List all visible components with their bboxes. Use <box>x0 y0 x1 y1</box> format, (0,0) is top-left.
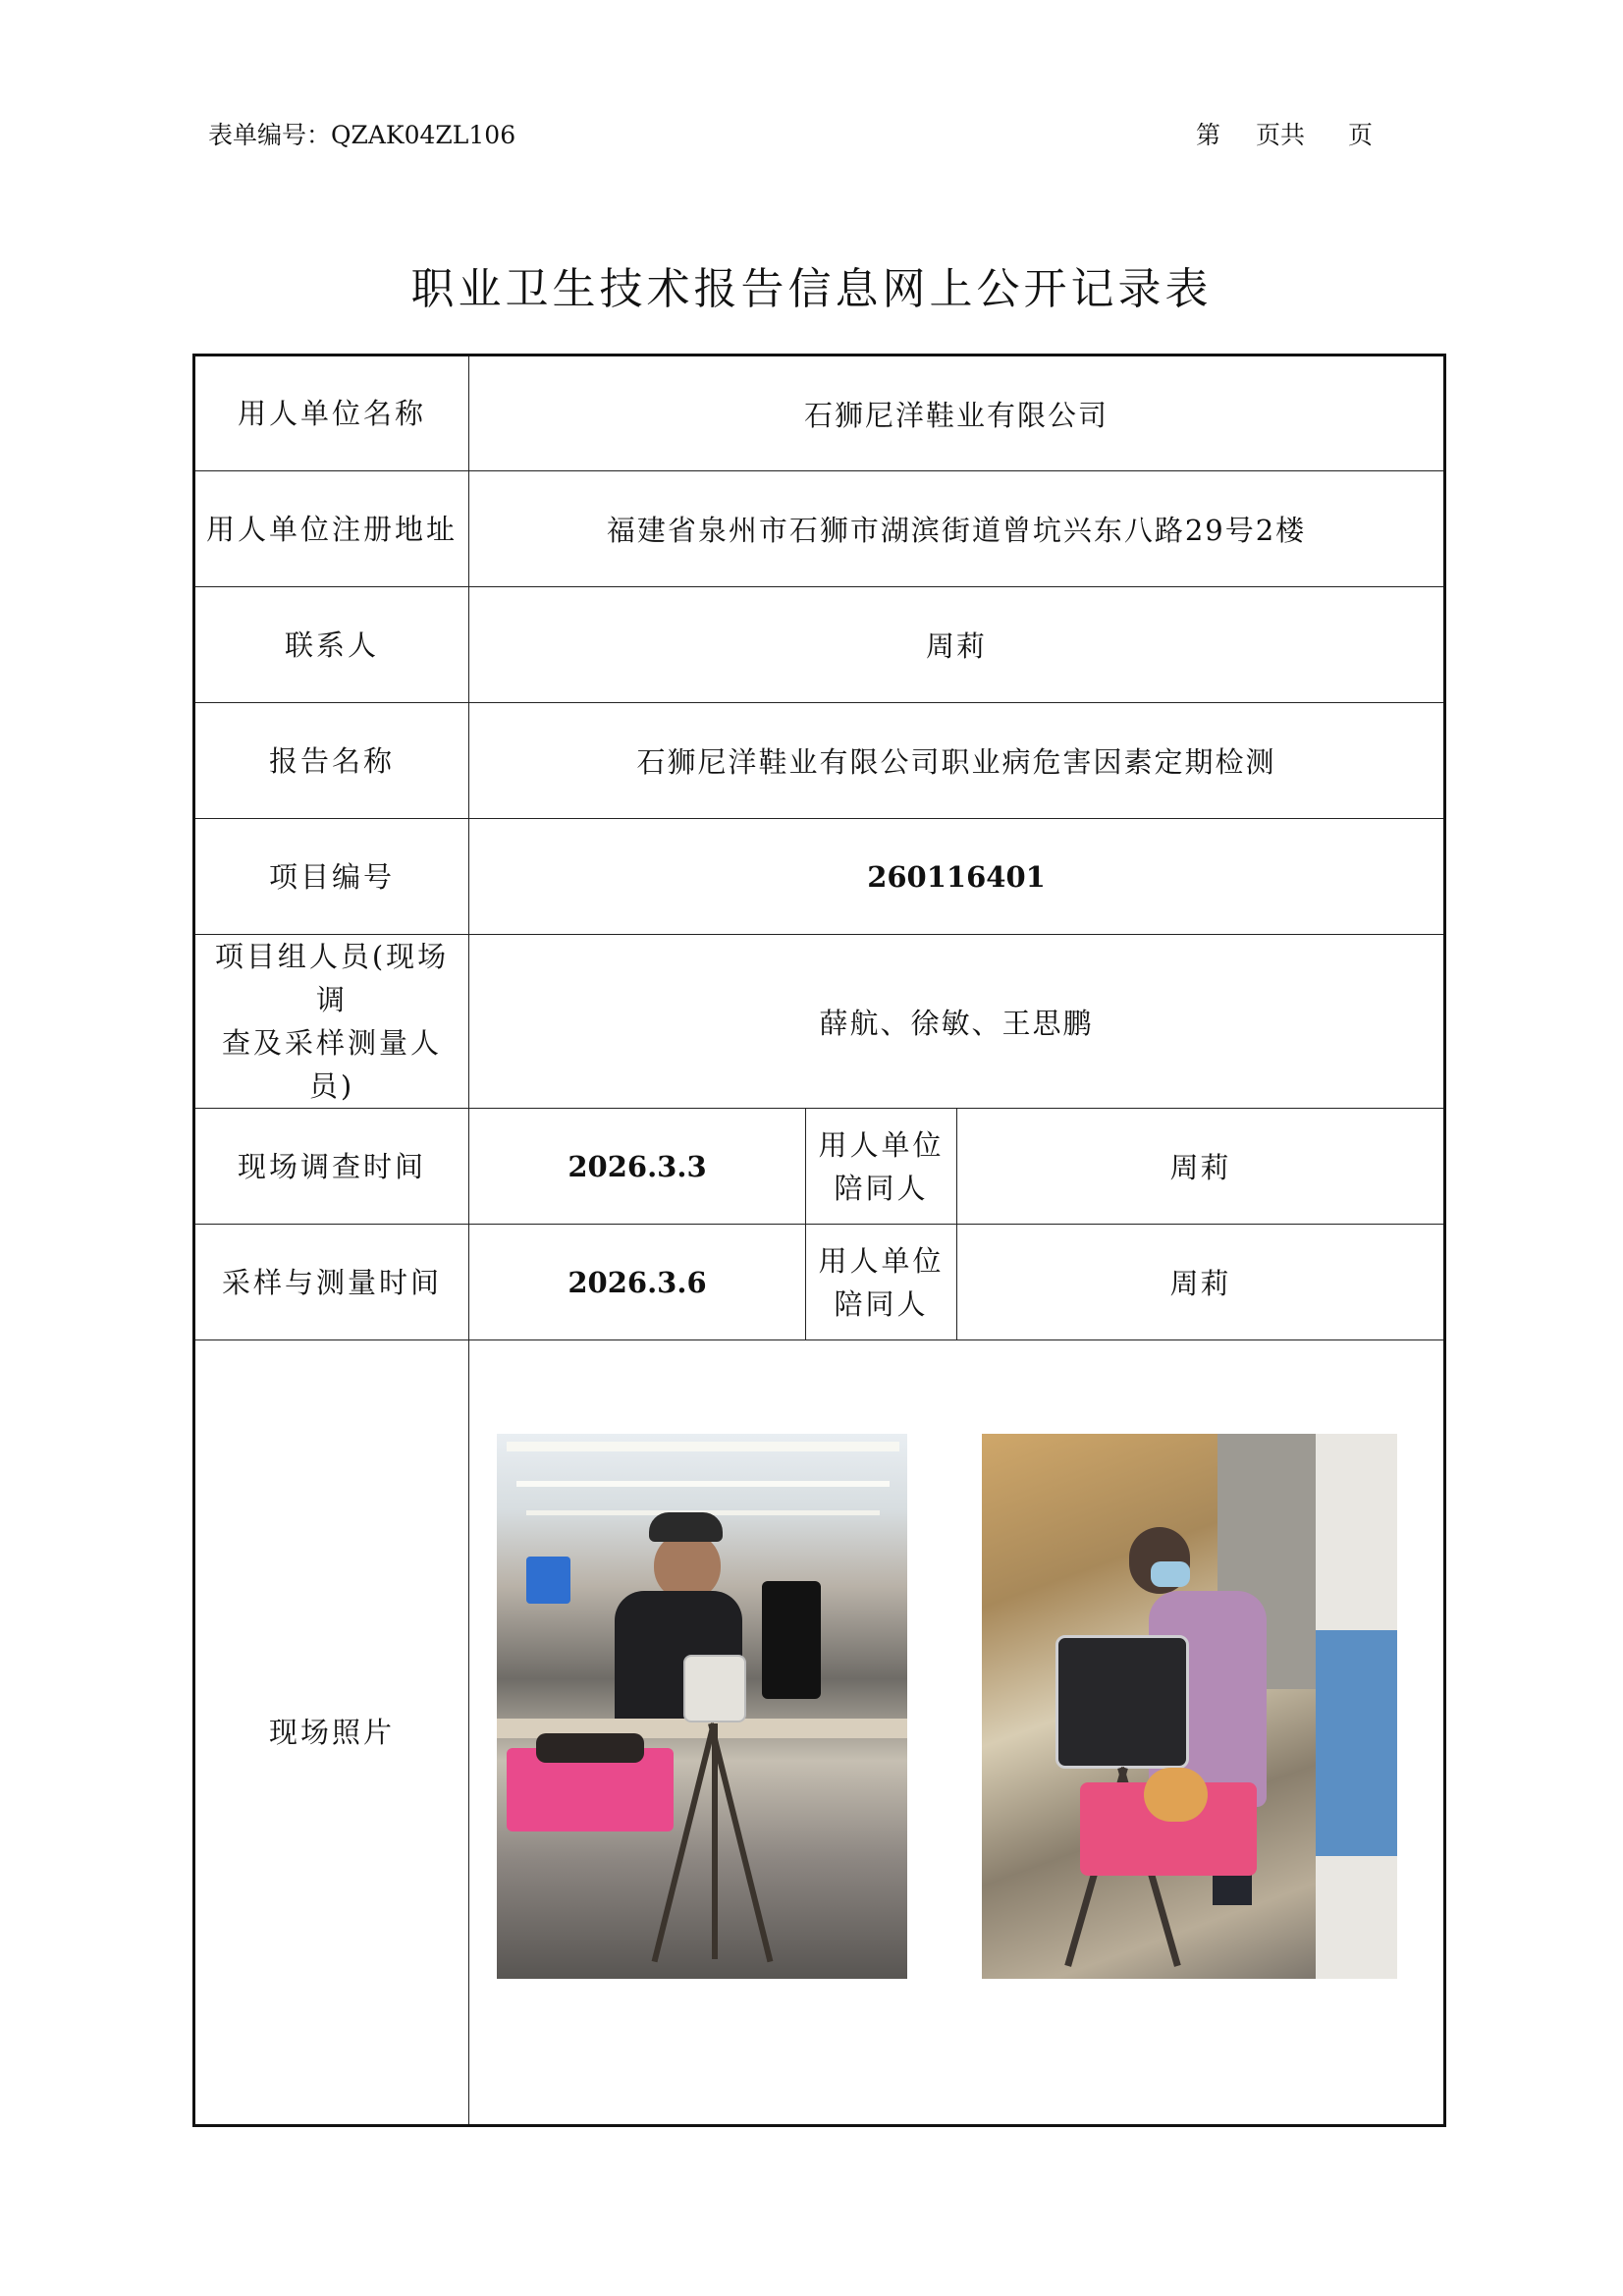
project-number-label: 项目编号 <box>194 819 469 935</box>
row-registered-address <box>194 471 1445 587</box>
row-site-photos <box>194 1340 1445 2126</box>
form-number <box>208 116 515 151</box>
row-contact <box>194 587 1445 703</box>
photo-area <box>469 1342 1443 2123</box>
survey-time-value: 2026.3.3 <box>469 1109 806 1225</box>
row-sampling-time <box>194 1225 1445 1340</box>
registered-address-value: 福建省泉州市石狮市湖滨街道曾坑兴东八路29号2楼 <box>469 471 1445 587</box>
sampling-escort-label-line2: 陪同人 <box>834 1286 929 1321</box>
survey-escort-label-line1: 用人单位 <box>818 1127 945 1162</box>
site-photos-label: 现场照片 <box>194 1340 469 2126</box>
report-name-label: 报告名称 <box>194 703 469 819</box>
survey-time-label: 现场调查时间 <box>194 1109 469 1225</box>
form-number-value: QZAK04ZL106 <box>331 121 516 149</box>
site-photo-factory <box>497 1434 907 1979</box>
survey-escort-label <box>806 1109 957 1225</box>
survey-escort-value: 周莉 <box>957 1109 1445 1225</box>
sampling-escort-label-line1: 用人单位 <box>818 1243 945 1278</box>
sampling-escort-label <box>806 1225 957 1340</box>
team-members-label <box>194 935 469 1109</box>
page-suffix: 页 <box>1348 121 1374 149</box>
registered-address-label: 用人单位注册地址 <box>194 471 469 587</box>
contact-value: 周莉 <box>469 587 1445 703</box>
row-report-name <box>194 703 1445 819</box>
page-middle: 页共 <box>1256 121 1306 149</box>
form-number-label: 表单编号： <box>208 121 332 149</box>
row-employer-name <box>194 355 1445 471</box>
employer-name-label: 用人单位名称 <box>194 355 469 471</box>
employer-name-value: 石狮尼洋鞋业有限公司 <box>469 355 1445 471</box>
team-members-label-line1: 项目组人员(现场调 <box>214 940 450 1016</box>
row-survey-time <box>194 1109 1445 1225</box>
site-photos-cell <box>469 1340 1445 2126</box>
page-counter <box>1196 116 1373 151</box>
report-name-value: 石狮尼洋鞋业有限公司职业病危害因素定期检测 <box>469 703 1445 819</box>
page-title: 职业卫生技术报告信息网上公开记录表 <box>410 264 1213 314</box>
sampling-time-value: 2026.3.6 <box>469 1225 806 1340</box>
sampling-time-label: 采样与测量时间 <box>194 1225 469 1340</box>
site-photo-sampling <box>982 1434 1397 1979</box>
page-prefix: 第 <box>1196 121 1221 149</box>
row-project-number <box>194 819 1445 935</box>
contact-label: 联系人 <box>194 587 469 703</box>
sampling-escort-value: 周莉 <box>957 1225 1445 1340</box>
team-members-label-line2: 查及采样测量人员) <box>221 1026 442 1103</box>
row-team-members <box>194 935 1445 1109</box>
record-table <box>192 354 1446 2127</box>
survey-escort-label-line2: 陪同人 <box>834 1171 929 1205</box>
team-members-value: 薛航、徐敏、王思鹏 <box>469 935 1445 1109</box>
project-number-value: 260116401 <box>469 819 1445 935</box>
